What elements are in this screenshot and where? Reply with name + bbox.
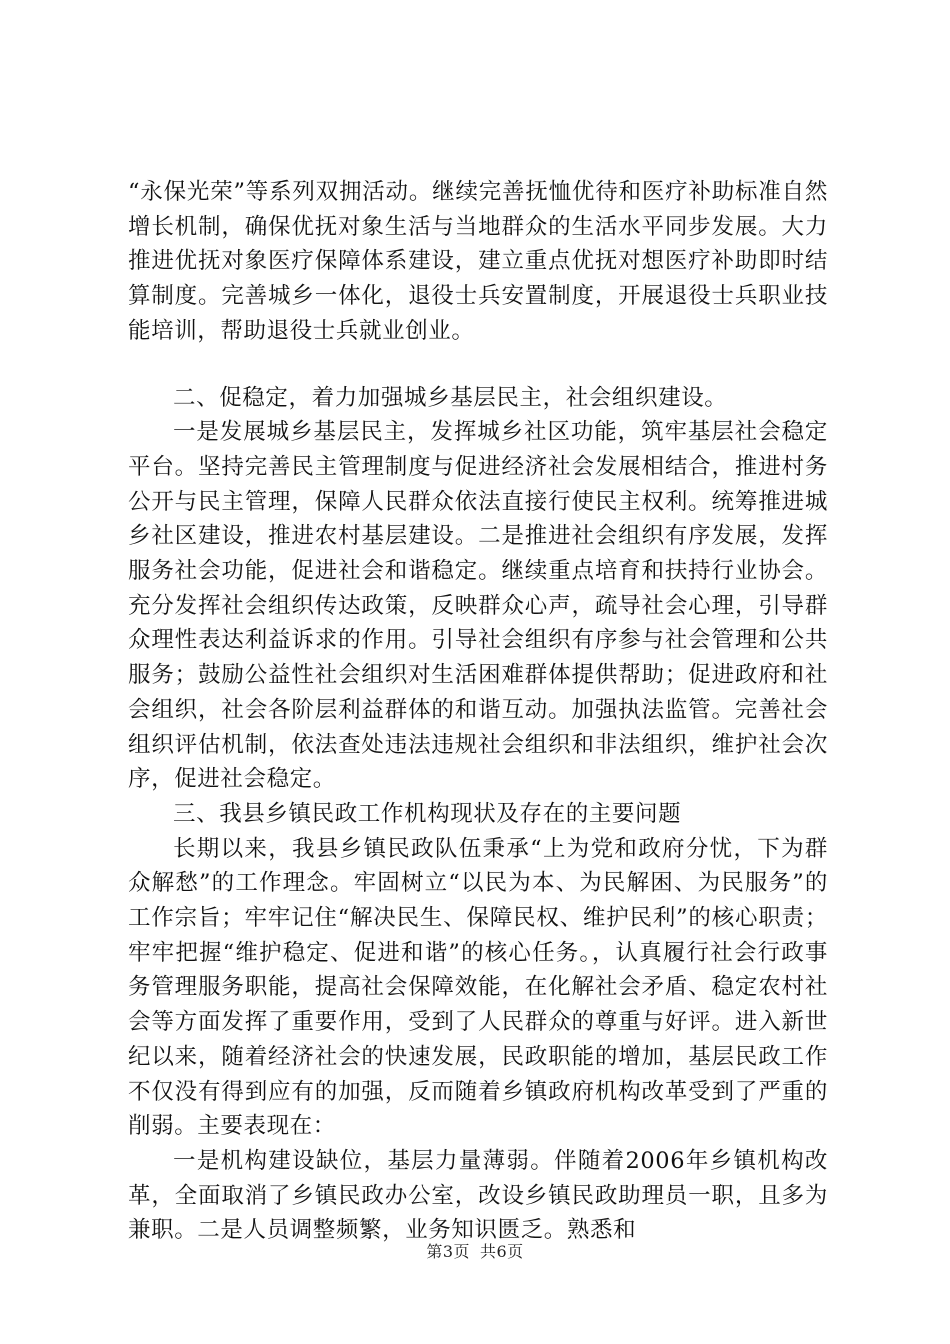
document-body <box>128 175 828 1248</box>
page-footer <box>0 1239 950 1262</box>
section-heading-2: 二、促稳定，着力加强城乡基层民主，社会组织建设。 <box>173 384 728 411</box>
paragraph: 长期以来，我县乡镇民政队伍秉承“上为党和政府分忧，下为群众解愁”的工作理念。牢固树立“以民为本、为民解困、为民服务”的工作宗旨；牢牢记住“解决民生、保障民权、维护民利”的核心职责；牢牢把握“维护稳定、促进和谐”的核心任务。，认真履行社会行政事务管理服务职能，提高社会保障效能，在化解社会矛盾、稳定农村社会等方面发挥了重要作用，受到了人民群众的尊重与好评。进入新世纪以来，随着经济社会的快速发展，民政职能的增加，基层民政工作不仅没有得到应有的加强，反而随着乡镇政府机构改革受到了严重的削弱。主要表现在： <box>128 835 828 1140</box>
paragraph: 一是发展城乡基层民主，发挥城乡社区功能，筑牢基层社会稳定平台。坚持完善民主管理制度与促进经济社会发展相结合，推进村务公开与民主管理，保障人民群众依法直接行使民主权利。统筹推进城乡社区建设，推进农村基层建设。二是推进社会组织有序发展，发挥服务社会功能，促进社会和谐稳定。继续重点培育和扶持行业协会。充分发挥社会组织传达政策，反映群众心声，疏导社会心理，引导群众理性表达利益诉求的作用。引导社会组织有序参与社会管理和公共服务；鼓励公益性社会组织对生活困难群体提供帮助；促进政府和社会组织，社会各阶层利益群体的和谐互动。加强执法监管。完善社会组织评估机制，依法查处违法违规社会组织和非法组织，维护社会次序，促进社会稳定。 <box>128 419 828 793</box>
paragraph: 一是机构建设缺位，基层力量薄弱。伴随着2006年乡镇机构改革，全面取消了乡镇民政办公室，改设乡镇民政助理员一职，且多为兼职。二是人员调整频繁，业务知识匮乏。熟悉和 <box>128 1147 828 1244</box>
page-number: 第3页 <box>426 1242 470 1261</box>
section-heading-3: 三、我县乡镇民政工作机构现状及存在的主要问题 <box>173 800 682 827</box>
page-total: 共6页 <box>480 1242 524 1261</box>
paragraph-continuation: “永保光荣”等系列双拥活动。继续完善抚恤优待和医疗补助标准自然增长机制，确保优抚对象生活与当地群众的生活水平同步发展。大力推进优抚对象医疗保障体系建设，建立重点优抚对想医疗补助即时结算制度。完善城乡一体化，退役士兵安置制度，开展退役士兵职业技能培训，帮助退役士兵就业创业。 <box>128 179 828 344</box>
